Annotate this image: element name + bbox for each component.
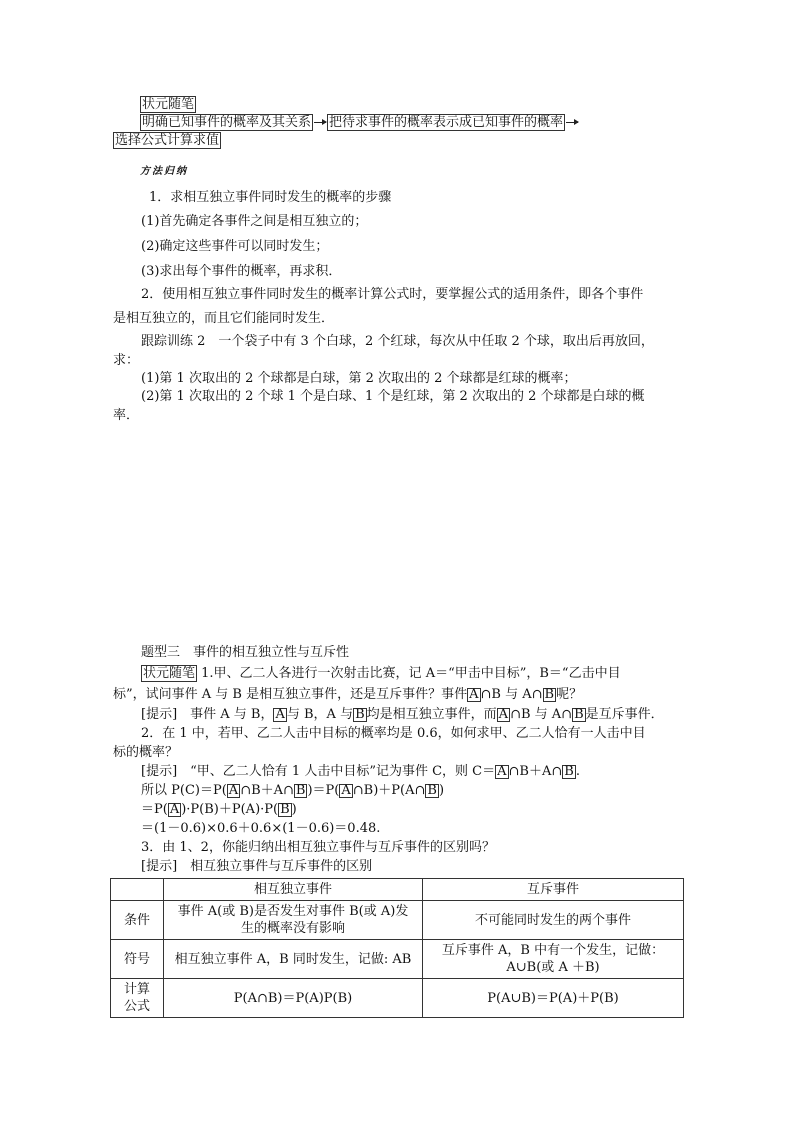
section3-para1-line1 (141, 662, 621, 682)
table-cell (164, 901, 423, 940)
hint-text: 均是相互独立事件，而 (366, 707, 497, 722)
hint-3: [提示] 相互独立事件与互斥事件的区别 (141, 859, 373, 874)
table-header-cell: 相互独立事件 (164, 879, 423, 901)
hint-text: [提示] “甲、乙二人恰有 1 人击中目标”记为事件 C，则 C＝ (141, 764, 496, 779)
badge-label: 状元随笔 (143, 666, 196, 681)
method-step-3: (3)求出每个事件的概率，再求积． (141, 264, 342, 279)
hint-text: [提示] 事件 A 与 B， (141, 707, 274, 722)
complement-a: A (228, 783, 239, 798)
calc-line-3: ＝(1－0.6)×0.6＋0.6×(1－0.6)＝0.48. (141, 821, 381, 836)
cell-text: 公式 (123, 999, 150, 1014)
complement-a: A (169, 802, 180, 817)
hint-2 (141, 760, 580, 779)
para-text: 1.甲、乙二人各进行一次射击比赛，记 A＝“甲击中目标”，B＝“乙击中目 (201, 666, 621, 681)
complement-b: B (295, 783, 306, 798)
section-title: 题型三 事件的相互独立性与互斥性 (141, 645, 350, 660)
hint-text: ∩B 与 A∩ (510, 707, 573, 722)
hint-text: . (575, 764, 580, 779)
row-label: 条件 (111, 901, 164, 940)
table-cell (423, 940, 684, 979)
complement-b: B (427, 783, 437, 798)
badge-zhuangyuan (140, 96, 196, 113)
hint-1 (141, 703, 664, 722)
complement-a: A (341, 783, 351, 798)
table-row (111, 901, 684, 940)
table-cell: 相互独立事件 A，B 同时发生，记做: AB (164, 940, 423, 979)
calc-text: )·P(B)＋P(A)·P( (181, 802, 279, 817)
flow-step-3: 选择公式计算求值 (115, 133, 220, 148)
exercise-line2: 求： (113, 353, 140, 368)
complement-a: A (497, 764, 507, 779)
complement-b: B (355, 707, 365, 722)
method-item-1: 1．求相互独立事件同时发生的概率的步骤 (149, 190, 392, 205)
calc-text: 所以 P(C)＝P( (141, 783, 227, 798)
table-row (111, 979, 684, 1018)
table-cell: 不可能同时发生的两个事件 (423, 901, 684, 940)
comparison-table (110, 878, 684, 1018)
hint-text: ∩B＋A∩ (508, 764, 563, 779)
table-cell: P(A∩B)＝P(A)P(B) (164, 979, 423, 1018)
table-header-cell (111, 879, 164, 901)
calc-text: ∩B＋A∩ (240, 783, 294, 798)
cell-text: 计算 (123, 982, 150, 997)
para-text: 呢？ (556, 687, 583, 702)
row-label: 符号 (111, 940, 164, 979)
calc-text: ) (291, 802, 297, 817)
para-text: 标”，试问事件 A 与 B 是相互独立事件，还是互斥事件？事件 (113, 687, 468, 702)
complement-b: B (280, 802, 290, 817)
calc-line-2 (141, 798, 297, 817)
complement-b: B (564, 764, 574, 779)
exercise-line1: 跟踪训练 2 一个袋子中有 3 个白球，2 个红球，每次从中任取 2 个球，取出后再放回， (141, 334, 654, 349)
table-header-row (111, 879, 684, 901)
arrow-right-icon (566, 122, 578, 123)
flow-step-1: 明确已知事件的概率及其关系 (142, 115, 312, 130)
cell-text: 互斥事件 A，B 中有一个发生，记做： (441, 943, 665, 958)
flow-step-3-wrap (113, 132, 221, 149)
section3-para2-line1: 2．在 1 中，若甲、乙二人击中目标的概率均是 0.6，如何求甲、乙二人恰有一人击中目 (141, 726, 646, 741)
calc-text: ) (438, 783, 445, 798)
calc-text: ＝P( (141, 802, 168, 817)
hint-text: 与 B，A 与 (286, 707, 354, 722)
cell-text: A∪B(或 A ＋B) (506, 960, 600, 975)
table-row (111, 940, 684, 979)
flow-step-2: 把待求事件的概率表示成已知事件的概率 (329, 115, 564, 130)
section3-para3: 3．由 1、2，你能归纳出相互独立事件与互斥事件的区别吗？ (141, 840, 495, 855)
complement-a: A (469, 687, 479, 702)
exercise-q2-line1: (2)第 1 次取出的 2 个球 1 个是白球、1 个是红球，第 2 次取出的 2 个球都是白球的概 (141, 389, 645, 404)
cell-text: 生的概率没有影响 (240, 921, 345, 936)
complement-a: A (498, 707, 509, 722)
exercise-q2-line2: 率． (113, 408, 140, 423)
method-item-2-line1: 2．使用相互独立事件同时发生的概率计算公式时，要掌握公式的适用条件，即各个事件 (141, 287, 644, 302)
table-header-cell: 互斥事件 (423, 879, 684, 901)
method-step-2: (2)确定这些事件可以同时发生； (141, 239, 329, 254)
exercise-q1: (1)第 1 次取出的 2 个球都是白球，第 2 次取出的 2 个球都是红球的概率； (141, 371, 577, 386)
row-label (111, 979, 164, 1018)
method-title: 方法归纳 (140, 166, 188, 177)
method-item-2-line2: 是相互独立的，而且它们能同时发生． (113, 311, 335, 326)
calc-text: )＝P( (307, 783, 340, 798)
section3-para2-line2: 标的概率？ (113, 745, 179, 760)
method-step-1: (1)首先确定各事件之间是相互独立的； (141, 214, 368, 229)
para-text: ∩B 与 A∩ (480, 687, 543, 702)
complement-b: B (544, 687, 555, 702)
flow-diagram (140, 114, 579, 131)
complement-b: B (574, 707, 584, 722)
table-cell: P(A∪B)＝P(A)＋P(B) (423, 979, 684, 1018)
hint-text: 是互斥事件． (585, 707, 664, 722)
calc-line-1 (141, 779, 444, 798)
arrow-right-icon (314, 122, 326, 123)
cell-text: 事件 A(或 B)是否发生对事件 B(或 A)发 (177, 904, 409, 919)
calc-text: ∩B)＋P(A∩ (352, 783, 426, 798)
complement-a: A (275, 707, 285, 722)
section3-para1-line2 (113, 683, 582, 702)
badge-label: 状元随笔 (142, 97, 195, 112)
